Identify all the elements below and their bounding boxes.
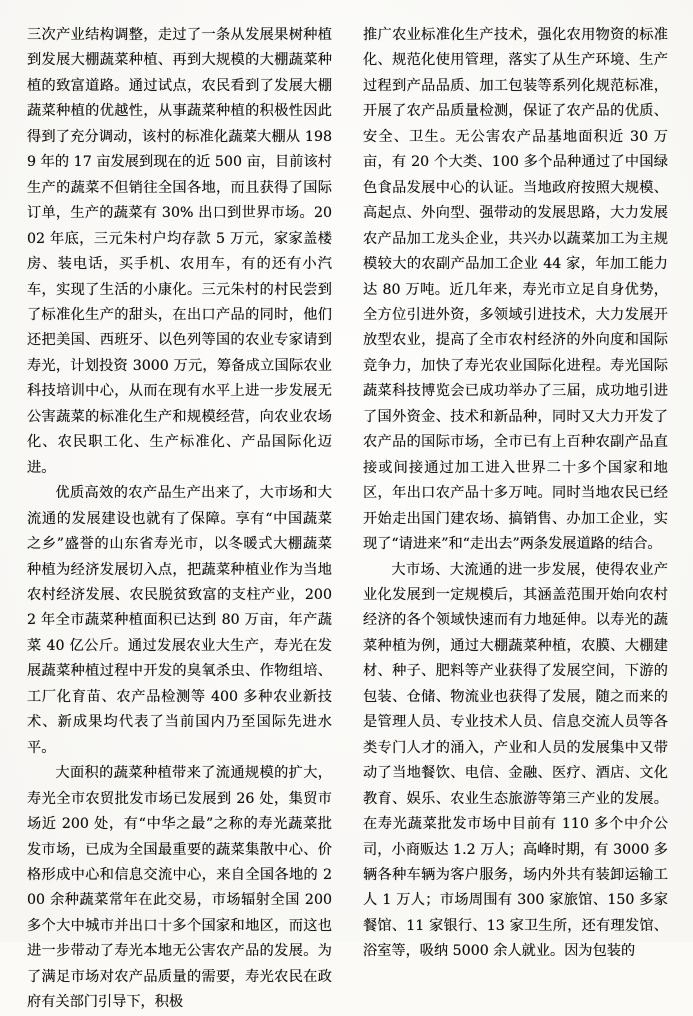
paragraph-continues-to-right-column: 大面积的蔬菜种植带来了流通规模的扩大，寿光全市农贸批发市场已发展到 26 处，集贸市场近 200 处，有“中华之最”之称的寿光蔬菜批发市场，已成为全国最重要的蔬菜集散中心、价格形成中心和信息交流中心，来自全国各地的 200 余种蔬菜常年在此交易，市场辐射全国 200 多个大中城市并出口十多个国家和地区，而这也进一步带动了寿光本地无公害农产品的发展。为了满足市场对农产品质量的需要，寿光农民在政府有关部门引导下，积极: [27, 765, 332, 1011]
right-text-column: [363, 23, 668, 960]
paragraph-continues-to-next-page: 大市场、大流通的进一步发展，使得农业产业化发展到一定规模后，其涵盖范围开始向农村经济的各个领域快速而有力地延伸。以寿光的蔬菜种植为例，通过大棚蔬菜种植，农膜、大棚建材、种子、肥料等产业获得了发展空间，下游的包装、仓储、物流业也获得了发展，随之而来的是管理人员、专业技术人员、信息交流人员等各类专门人才的涌入，产业和人员的发展集中又带动了当地餐饮、电信、金融、医疗、酒店、文化教育、娱乐、农业生态旅游等第三产业的发展。在寿光蔬菜批发市场中目前有 110 多个中介公司，小商贩达 1.2 万人；高峰时期，有 3000 多辆各种车辆为客户服务，场内外共有装卸运输工人 1 万人；市场周围有 300 家旅馆、150 多家餐馆、11 家银行、13 家卫生所，还有理发馆、浴室等，吸纳 5000 余人就业。因为包装的: [363, 561, 668, 960]
paragraph-continuation-from-left-column: 推广农业标准化生产技术，强化农用物资的标准化、规范化使用管理，落实了从生产环境、生产过程到产品品质、加工包装等系列化规范标准，开展了农产品质量检测，保证了农产品的优质、安全、卫生。无公害农产品基地面积近 30 万亩，有 20 个大类、100 多个品种通过了中国绿色食品发展中心的认证。当地政府按照大规模、高起点、外向型、强带动的发展思路，大力发展农产品加工龙头企业，共兴办以蔬菜加工为主规模较大的农副产品加工企业 44 家，年加工能力达 80 万吨。近几年来，寿光市立足自身优势，全方位引进外资，多领域引进技术，大力发展开放型农业，提高了全市农村经济的外向度和国际竞争力，加快了寿光农业国际化进程。寿光国际蔬菜科技博览会已成功举办了三届，成功地引进了国外资金、技术和新品种，同时又大力开发了农产品的国际市场，全市已有上百种农副产品直接或间接通过加工进入世界二十多个国家和地区，年出口农产品十多万吨。同时当地农民已经开始走出国门建农场、搞销售、办加工企业，实现了“请进来”和“走出去”两条发展道路的结合。: [363, 27, 668, 553]
paragraph: 优质高效的农产品生产出来了，大市场和大流通的发展建设也就有了保障。享有“中国蔬菜之乡”盛誉的山东省寿光市，以冬暖式大棚蔬菜种植为经济发展切入点，把蔬菜种植业作为当地农村经济发展、农民脱贫致富的支柱产业，2002 年全市蔬菜种植面积已达到 80 万亩，年产蔬菜 40 亿公斤。通过发展农业大生产，寿光在发展蔬菜种植过程中开发的臭氧杀虫、作物组培、工厂化育苗、农产品检测等 400 多种农业新技术、新成果均代表了当前国内乃至国际先进水平。: [27, 485, 332, 756]
paragraph-continuation-from-previous-page: 三次产业结构调整，走过了一条从发展果树种植到发展大棚蔬菜种植、再到大规模的大棚蔬菜种植的致富道路。通过试点，农民看到了发展大棚蔬菜种植的优越性，从事蔬菜种植的积极性因此得到了充分调动，该村的标准化蔬菜大棚从 1989 年的 17 亩发展到现在的近 500 亩，目前该村生产的蔬菜不但销往全国各地，而且获得了国际订单，生产的蔬菜有 30% 出口到世界市场。2002 年底，三元朱村户均存款 5 万元，家家盖楼房、装电话，买手机、农用车，有的还有小汽车，实现了生活的小康化。三元朱村的村民尝到了标准化生产的甜头，在出口产品的同时，他们还把美国、西班牙、以色列等国的农业专家请到寿光，计划投资 3000 万元，筹备成立国际农业科技培训中心，从而在现有水平上进一步发展无公害蔬菜的标准化生产和规模经营，向农业农场化、农民职工化、生产标准化、产品国际化迈进。: [27, 27, 332, 476]
left-text-column: [27, 23, 332, 1011]
